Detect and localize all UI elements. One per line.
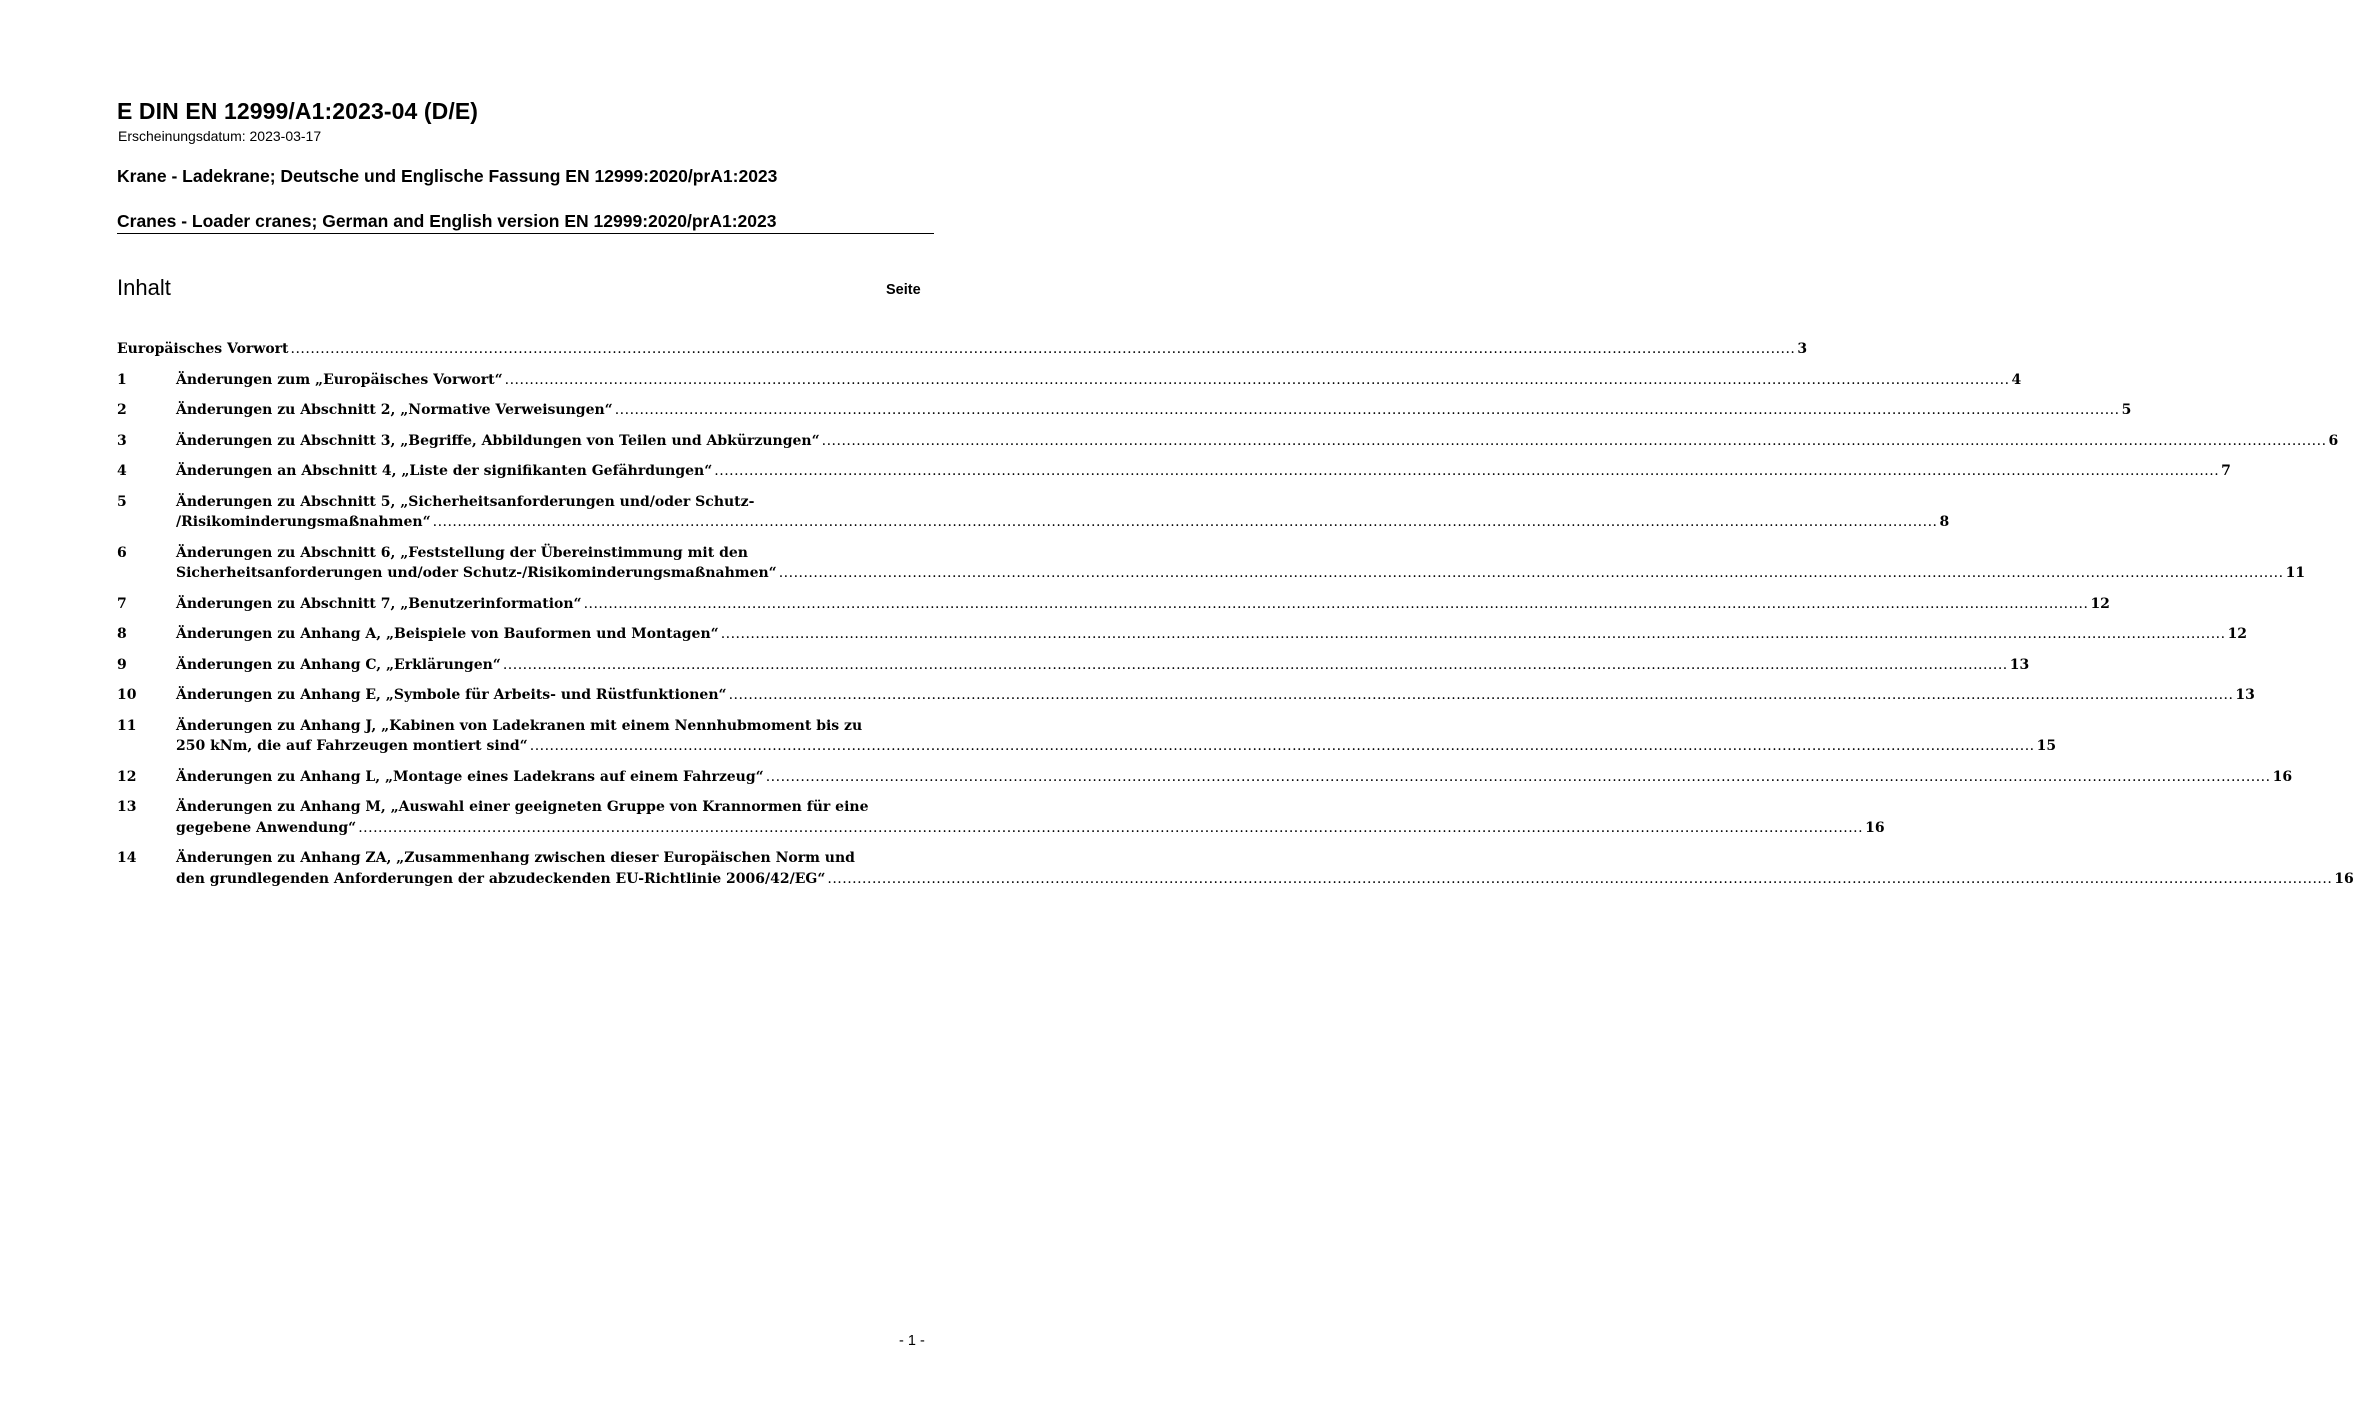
toc-entry[interactable]	[117, 431, 2339, 452]
dot-leader	[721, 624, 2226, 645]
toc-entry[interactable]	[117, 624, 2248, 645]
dot-leader	[766, 767, 2271, 788]
toc-entry[interactable]	[117, 400, 2132, 421]
toc-entry-title: den grundlegenden Anforderungen der abzudeckenden EU-Richtlinie 2006/42/EG“	[176, 870, 826, 887]
toc-entry[interactable]	[117, 848, 2354, 889]
toc-entry[interactable]	[117, 492, 1950, 533]
toc-page-column-heading: Seite	[886, 282, 921, 298]
toc-entry-number: 10	[117, 687, 137, 703]
toc-entry[interactable]	[117, 716, 2057, 757]
toc-entry-number: 2	[117, 402, 127, 418]
dot-leader	[615, 400, 2120, 421]
toc-entry-page: 6	[2328, 432, 2339, 449]
toc-entry-number: 13	[117, 799, 137, 815]
toc-entry-number: 6	[117, 544, 127, 561]
dot-leader	[714, 461, 2219, 482]
toc-entry-page: 12	[2090, 595, 2110, 612]
publication-date: Erscheinungsdatum: 2023-03-17	[118, 128, 322, 144]
toc-entry-page: 11	[2285, 565, 2306, 581]
toc-entry-number: 1	[117, 371, 127, 388]
toc-entry-number: 3	[117, 432, 127, 449]
toc-entry-page: 8	[1939, 514, 1950, 530]
toc-entry-number: 9	[117, 656, 127, 673]
toc-entry-number: 8	[117, 626, 127, 642]
toc-entry-page: 4	[2011, 371, 2022, 388]
toc-entry-title-line: Änderungen zu Anhang M, „Auswahl einer geeigneten Gruppe von Krannormen für eine	[176, 799, 869, 815]
toc-entry[interactable]	[117, 797, 1885, 838]
toc-heading: Inhalt	[117, 275, 171, 300]
dot-leader	[584, 594, 2089, 615]
title-english: Cranes - Loader cranes; German and English version EN 12999:2020/prA1:2023	[117, 211, 777, 231]
toc-entry-page: 5	[2121, 402, 2132, 418]
dot-leader	[822, 431, 2327, 452]
dot-leader	[291, 339, 1796, 360]
toc-entry-title: Änderungen zu Anhang L, „Montage eines Ladekrans auf einem Fahrzeug“	[176, 768, 764, 785]
toc-entry-page: 7	[2221, 463, 2231, 479]
toc-entry-title: Europäisches Vorwort	[117, 341, 289, 357]
toc-entry-foreword[interactable]	[117, 339, 1808, 360]
toc-entry[interactable]	[117, 655, 2030, 676]
toc-entry[interactable]	[117, 370, 2022, 391]
toc-entry-page: 16	[1865, 819, 1885, 836]
toc-entry-title: Sicherheitsanforderungen und/oder Schutz-/Risikominderungsmaßnahmen“	[176, 565, 777, 581]
toc-entry-number: 5	[117, 493, 127, 510]
toc-entry-title: Änderungen zu Anhang E, „Symbole für Arbeits- und Rüstfunktionen“	[176, 687, 727, 703]
toc-entry-title-line: Änderungen zu Abschnitt 5, „Sicherheitsanforderungen und/oder Schutz-	[176, 493, 755, 510]
dot-leader	[505, 370, 2010, 391]
toc-entry-number: 12	[117, 768, 137, 785]
toc-entry-title: Änderungen zu Anhang C, „Erklärungen“	[176, 656, 501, 673]
toc-entry-page: 16	[2272, 768, 2293, 785]
toc-entry-title-line: Änderungen zu Anhang ZA, „Zusammenhang zwischen dieser Europäischen Norm und	[176, 850, 855, 866]
dot-leader	[827, 869, 2332, 890]
toc-entry[interactable]	[117, 767, 2293, 788]
document-id: E DIN EN 12999/A1:2023-04 (D/E)	[117, 98, 479, 124]
toc-entry-title: Änderungen zum „Europäisches Vorwort“	[176, 371, 503, 388]
dot-leader	[433, 512, 1938, 533]
toc-entry-title: /Risikominderungsmaßnahmen“	[176, 514, 431, 530]
toc-entry-page: 13	[2009, 656, 2030, 673]
toc-entry-title-line: Änderungen zu Anhang J, „Kabinen von Ladekranen mit einem Nennhubmoment bis zu	[176, 717, 863, 734]
toc-entry-title-line: Änderungen zu Abschnitt 6, „Feststellung der Übereinstimmung mit den	[176, 544, 748, 561]
table-of-contents	[117, 339, 2354, 889]
toc-entry[interactable]	[117, 543, 2306, 584]
toc-entry-page: 13	[2235, 687, 2255, 703]
dot-leader	[503, 655, 2008, 676]
toc-entry[interactable]	[117, 685, 2255, 706]
toc-entry[interactable]	[117, 461, 2231, 482]
toc-entry-title: Änderungen zu Abschnitt 7, „Benutzerinformation“	[176, 595, 582, 612]
toc-entry-page: 12	[2227, 626, 2248, 642]
toc-entry-number: 11	[117, 717, 137, 734]
toc-entry-page: 15	[2036, 738, 2057, 754]
toc-entry-title: Änderungen zu Abschnitt 3, „Begriffe, Abbildungen von Teilen und Abkürzungen“	[176, 432, 820, 449]
toc-entry-title: gegebene Anwendung“	[176, 819, 357, 836]
dot-leader	[358, 818, 1863, 839]
toc-entry-title: Änderungen zu Abschnitt 2, „Normative Verweisungen“	[176, 402, 613, 418]
toc-entry-title: 250 kNm, die auf Fahrzeugen montiert sind“	[176, 738, 528, 754]
toc-entry-page: 3	[1797, 341, 1808, 357]
dot-leader	[779, 563, 2284, 584]
toc-entry[interactable]	[117, 594, 2110, 615]
toc-entry-title: Änderungen an Abschnitt 4, „Liste der signifikanten Gefährdungen“	[176, 463, 713, 479]
toc-entry-title: Änderungen zu Anhang A, „Beispiele von Bauformen und Montagen“	[176, 626, 719, 642]
dot-leader	[729, 685, 2234, 706]
title-divider	[117, 233, 934, 234]
page-number: - 1 -	[899, 1333, 925, 1349]
toc-entry-number: 4	[117, 463, 127, 479]
toc-entry-number: 7	[117, 595, 127, 612]
dot-leader	[530, 736, 2035, 757]
toc-entry-number: 14	[117, 850, 137, 866]
title-german: Krane - Ladekrane; Deutsche und Englische Fassung EN 12999:2020/prA1:2023	[117, 166, 778, 186]
toc-entry-page: 16	[2334, 870, 2354, 887]
